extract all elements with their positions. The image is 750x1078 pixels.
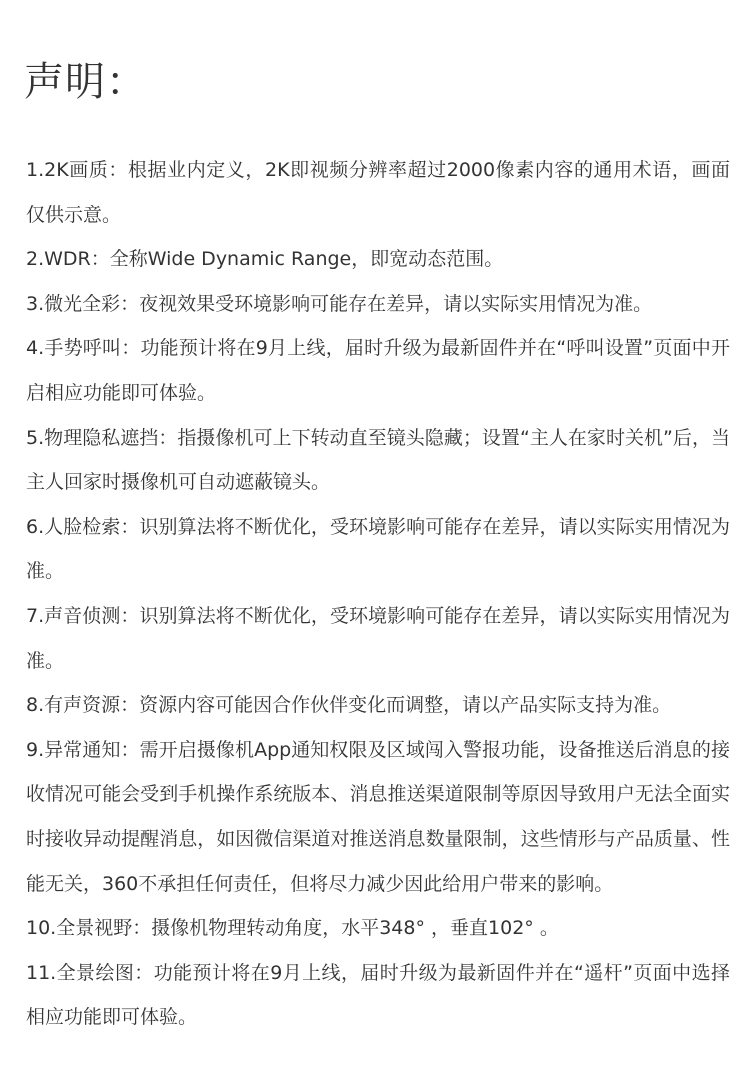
note-item-8: 8.有声资源：资源内容可能因合作伙伴变化而调整，请以产品实际支持为准。 [26,694,672,717]
note-item-9: 9.异常通知：需开启摄像机App通知权限及区域闯入警报功能，设备推送后消息的接收情况可能会受到手机操作系统版本、消息推送渠道限制等原因导致用户无法全面实时接收异动提醒消息，如因微信渠道对推送消息数量限制，这些情形与产品质量、性能无关，360不承担任何责任，但将尽力减少因此给用户带来的影响。 [26,738,730,895]
note-item-5: 5.物理隐私遮挡：指摄像机可上下转动直至镜头隐藏；设置“主人在家时关机”后，当主人回家时摄像机可自动遮蔽镜头。 [26,426,730,494]
note-item-10: 10.全景视野：摄像机物理转动角度，水平348° ，垂直102° 。 [26,917,559,940]
note-item-1: 1.2K画质：根据业内定义，2K即视频分辨率超过2000像素内容的通用术语，画面仅供示意。 [26,159,730,226]
note-item-2: 2.WDR：全称Wide Dynamic Range，即宽动态范围。 [26,248,504,271]
page-title: 声明： [24,59,147,105]
note-item-11: 11.全景绘图：功能预计将在9月上线，届时升级为最新固件并在“遥杆”页面中选择相应功能即可体验。 [26,961,730,1029]
note-item-3: 3.微光全彩：夜视效果受环境影响可能存在差异，请以实际实用情况为准。 [26,292,653,315]
note-item-6: 6.人脸检索：识别算法将不断优化，受环境影响可能存在差异，请以实际实用情况为准。 [26,515,730,583]
note-item-4: 4.手势呼叫：功能预计将在9月上线，届时升级为最新固件并在“呼叫设置”页面中开启相应功能即可体验。 [26,337,730,404]
note-item-7: 7.声音侦测：识别算法将不断优化，受环境影响可能存在差异，请以实际实用情况为准。 [26,604,730,672]
notes-list [26,148,730,1040]
